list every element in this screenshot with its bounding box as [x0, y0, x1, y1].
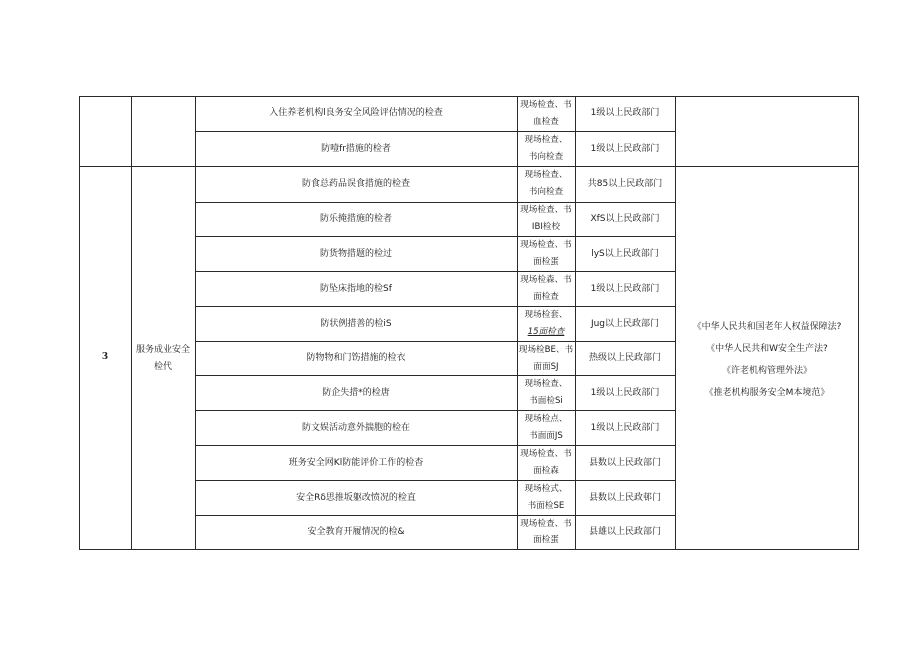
check-method-line1: 现场检BE、书 [518, 345, 574, 355]
check-method-line1: 现场检查、 [524, 170, 568, 180]
check-method-line1: 现场检查、 [524, 379, 568, 389]
check-item: 入住养老机构l良务安全风险评估情况的检查 [269, 108, 443, 118]
responsible-level: 1级以上民政部门 [590, 423, 660, 433]
check-method-line2: 书面检Si [529, 396, 563, 406]
column-divider [131, 96, 132, 550]
check-item: 防坠床指地的检Sf [320, 284, 392, 294]
check-item: 防物物和门饬措施的检衣 [306, 353, 406, 363]
table-bottom-border [79, 549, 859, 550]
table-left-border [79, 96, 80, 550]
row-divider [195, 445, 675, 446]
check-item: 防乐掩措施的检者 [319, 214, 392, 224]
check-method-line1: 现场检点、 [524, 414, 568, 424]
row-divider [195, 202, 675, 203]
check-item: 防噎fr措施的检者 [321, 144, 391, 154]
row-divider [195, 515, 675, 516]
check-method-line1: 现场检查、书 [520, 240, 572, 250]
block-divider [79, 166, 859, 167]
responsible-level: lyS以上民政部门 [591, 249, 659, 259]
responsible-level: 县数以上民政部门 [588, 458, 661, 468]
check-method-line1: 现场检查、书 [520, 449, 572, 459]
check-method-line2: 面检查 [533, 292, 559, 302]
check-method-line2: 面检森 [533, 466, 559, 476]
responsible-level: 1级以上民政部门 [590, 144, 660, 154]
responsible-level: Jug以上民政部门 [590, 319, 660, 329]
check-method-line1: 现场检森、书 [520, 275, 572, 285]
responsible-level: 共85以上民政部门 [587, 179, 663, 189]
responsible-level: 县雄以上民政部门 [588, 527, 661, 537]
legal-basis-1: 《中华人民共和国老年人权益保障法? [692, 322, 842, 332]
row-divider [195, 236, 675, 237]
check-method-line2: 血检查 [533, 117, 559, 127]
check-method-line2: 面检蛋 [533, 257, 559, 267]
check-item: 防食总药品误食措施的检查 [301, 179, 410, 189]
responsible-level: 县数以上民政邨门 [588, 493, 661, 503]
responsible-level: XfS以上民政部门 [590, 214, 660, 224]
responsible-level: 1级以上民政部门 [590, 108, 660, 118]
check-method-line1: 现场检套、 [524, 310, 568, 320]
responsible-level: 热级以上民政部门 [588, 353, 661, 363]
check-item: 安全Rδ思推坂躯改愤况的检直 [296, 493, 416, 503]
legal-basis-3: 《许老机构管理外法》 [721, 366, 812, 376]
row-divider [195, 341, 675, 342]
check-method-line1: 现场检式、 [524, 484, 568, 494]
row-divider [195, 480, 675, 481]
category-line1: 服务成业安全 [135, 345, 190, 355]
check-method-line1: 现场检查、书 [520, 519, 572, 529]
row-divider [195, 306, 675, 307]
row-divider [195, 410, 675, 411]
table-top-border [79, 96, 859, 97]
check-item: 防货物措题的检过 [319, 249, 392, 259]
check-item: 班务安全网Kl防能评价工作的检杳 [288, 458, 424, 468]
responsible-level: 1级以上民政部门 [590, 388, 660, 398]
check-method-line2: 面检蛋 [533, 535, 559, 545]
check-item: 防文娱活动意外揣胞的检在 [301, 423, 410, 433]
check-method-line2: 面面SJ [533, 362, 559, 372]
legal-basis-4: 《推老机构服务安全M本境范》 [704, 388, 830, 398]
row-divider [195, 375, 675, 376]
check-item: 防企失措*的检唐 [322, 388, 390, 398]
check-item: 防状例措善的检iS [320, 319, 392, 329]
row-number: 3 [101, 352, 109, 362]
check-method-line2: IBI检校 [531, 222, 561, 232]
responsible-level: 1级以上民政部门 [590, 284, 660, 294]
inspection-table [79, 96, 859, 550]
legal-basis-2: 《中华人民共和W安全生产法? [706, 344, 828, 354]
check-method-line2: 书面面JS [529, 431, 563, 441]
check-item: 安全教育开履情况的检& [307, 527, 405, 537]
row-divider [195, 271, 675, 272]
check-method-line2: 书向检查 [528, 187, 564, 197]
category-line2: 检代 [153, 362, 172, 372]
check-method-line2: 书向检查 [528, 152, 564, 162]
check-method-line1: 现场检查、书 [520, 205, 572, 215]
check-method-line1: 现场检查、书 [520, 100, 572, 110]
check-method-line2: 15面检查 [527, 327, 565, 337]
check-method-line2: 书面检SE [527, 501, 565, 511]
row-divider [195, 131, 675, 132]
check-method-line1: 现场检查、 [524, 135, 568, 145]
